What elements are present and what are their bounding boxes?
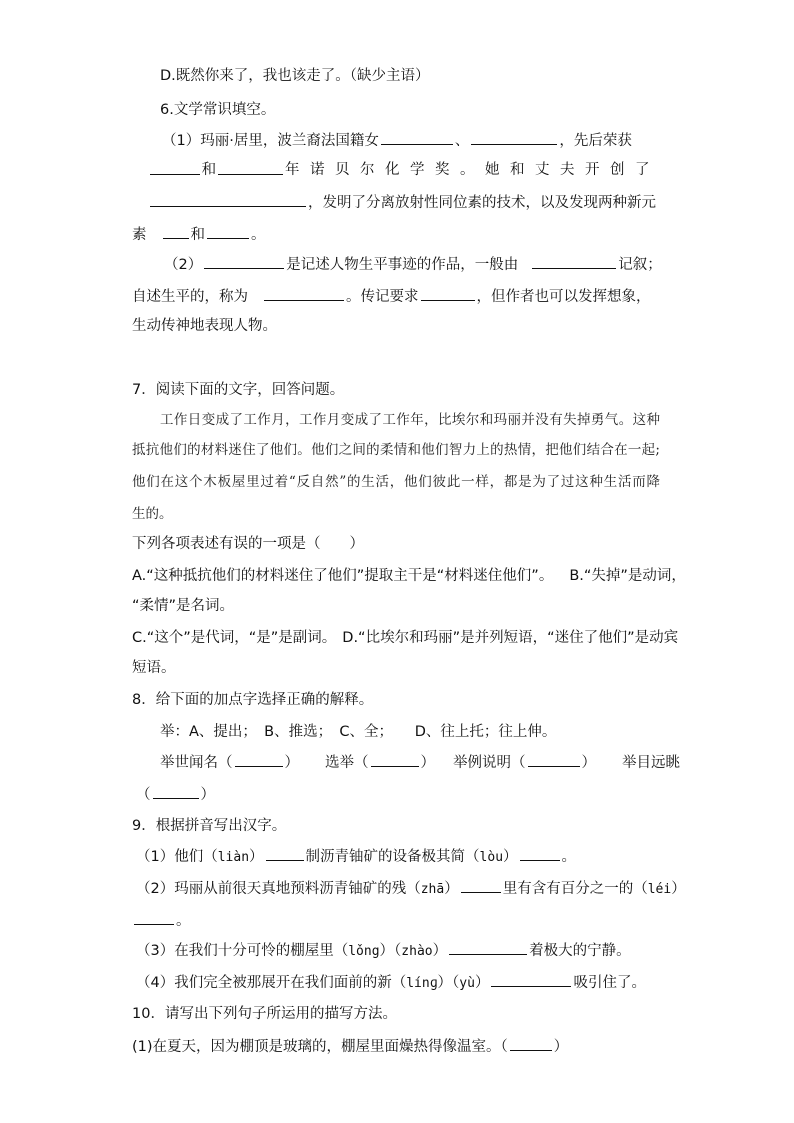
q10-text: ） [553,1039,569,1055]
answer-blank[interactable] [264,286,344,301]
q6-p1-line3 [148,192,656,213]
q9-text: ） [671,881,686,897]
q6-p1-text-d: ，发明了分离放射性同位素的技术，以及发现两种新元 [308,195,656,211]
pinyin: yù [459,976,475,991]
q9-text: 。 [561,849,577,865]
answer-blank[interactable] [218,160,283,175]
pinyin: línɡ [406,976,438,991]
answer-blank[interactable] [207,224,249,239]
answer-blank[interactable] [528,752,580,767]
q7-passage-line: 抵抗他们的材料迷住了他们。他们之间的柔情和他们智力上的热情，把他们结合在一起; [132,442,660,458]
q6-p1-sep: 、 [454,133,470,149]
pinyin: zhā [420,882,445,897]
q10-sentence-1 [132,1036,568,1057]
answer-blank[interactable] [461,878,501,893]
q6-p1-text-a: （1）玛丽·居里，波兰裔法国籍女 [162,133,379,149]
q9-line2-cont [132,910,191,931]
pinyin: lòu [479,850,504,865]
answer-blank[interactable] [150,192,306,207]
q7-passage-line: 他们在这个木板屋里过着“反自然”的生活，他们彼此一样，都是为了过这种生活而降 [132,474,660,490]
q7-passage-line: 生的。 [132,506,173,522]
q9-text: ）（ [437,975,460,991]
q6-p1-line1 [162,130,632,151]
q7-option-d[interactable]: D.“比埃尔和玛丽”是并列短语，“迷住了他们”是动宾 [342,630,679,646]
q7-option-b-cont: “柔情”是名词。 [132,598,235,614]
q6-p2-text-a: （2） [164,257,203,273]
q6-title: 6.文学常识填空。 [160,102,276,118]
answer-blank[interactable] [520,846,560,861]
q8-title: 8．给下面的加点字选择正确的解释。 [132,692,374,708]
q9-text: 里有含有百分之一的（ [502,881,648,897]
answer-blank[interactable] [381,130,453,145]
answer-blank[interactable] [471,130,557,145]
q6-p1-line2 [148,160,660,180]
q8-last-item [136,784,215,805]
q8-meanings: 举：A、提出； B、推选； C、全； D、往上托；往上伸。 [160,724,557,740]
q9-line1 [136,846,576,868]
q6-p2-text-e: 。传记要求 [346,289,419,305]
q7-option-c[interactable]: C.“这个”是代词，“是”是副词。 [132,630,337,646]
answer-blank[interactable] [235,752,283,767]
answer-blank[interactable] [266,846,304,861]
q9-text: ） [474,975,490,991]
q8-item-close: ） [200,787,215,803]
q10-title: 10．请写出下列句子所运用的描写方法。 [132,1006,397,1022]
q8-item-label: 选举（ [325,755,369,771]
q7-question: 下列各项表述有误的一项是（ ） [132,536,364,552]
q9-line2 [136,878,686,900]
q8-item-label: 举例说明（ [453,755,526,771]
q6-p1-text-b: ，先后荣获 [559,133,632,149]
pinyin: zhào [401,944,433,959]
q9-text: 着极大的宁静。 [529,943,631,959]
pinyin: léi [647,882,672,897]
answer-blank[interactable] [510,1036,552,1051]
q6-p1-and2: 和 [190,227,205,243]
q9-text: （4）我们完全被那展开在我们面前的新（ [136,975,407,991]
q9-text: ）（ [379,943,402,959]
q6-p1-end: 。 [251,227,266,243]
answer-blank[interactable] [371,752,419,767]
q7-option-a[interactable]: A.“这种抵抗他们的材料迷住了他们”提取主干是“材料迷住他们”。 [132,568,554,584]
q6-p2-text-d: 自述生平的，称为 [132,289,248,305]
answer-blank[interactable] [163,224,189,239]
q7-option-d-cont: 短语。 [132,660,176,676]
answer-blank[interactable] [134,910,174,925]
q9-text: ） [503,849,518,865]
q5-option-d: D.既然你来了，我也该走了。（缺少主语） [160,68,430,84]
q6-p1-and: 和 [201,162,217,178]
answer-blank[interactable] [150,160,200,175]
q6-p2-text-c: 记叙； [618,257,662,273]
answer-blank[interactable] [153,784,199,799]
pinyin: lǒng [348,944,380,959]
q9-text: 。 [176,913,191,929]
answer-blank[interactable] [204,254,284,269]
q9-text: ） [432,943,448,959]
q10-text: (1)在夏天，因为棚顶是玻璃的，棚屋里面燥热得像温室。（ [132,1039,508,1055]
q9-title: 9．根据拼音写出汉字。 [132,818,287,834]
q9-text: 制沥青铀矿的设备极其简（ [305,849,480,865]
answer-blank[interactable] [532,254,616,269]
q9-text: （3）在我们十分可怜的棚屋里（ [136,943,349,959]
q9-text: （1）他们（ [136,849,218,865]
q9-text: 吸引住了。 [573,975,646,991]
q7-options-line1 [132,566,686,586]
q8-item-close: ） [420,755,435,771]
q9-line3 [136,940,631,962]
q6-p2-text-b: 是记述人物生平事迹的作品，一般由 [286,257,519,273]
q7-passage-line: 工作日变成了工作月，工作月变成了工作年，比埃尔和玛丽并没有失掉勇气。这种 [160,412,660,428]
q8-item-close: ） [581,755,596,771]
q6-p2-line1 [164,254,662,275]
q7-option-b[interactable]: B.“失掉”是动词， [569,568,686,584]
q8-item-label: 举世闻名（ [160,755,233,771]
q9-text: ） [444,881,459,897]
q6-p1-text-c: 年诺贝尔化学奖。她和丈夫开创了 [285,162,660,178]
q9-text: ） [249,849,264,865]
pinyin: liàn [217,850,250,865]
answer-blank[interactable] [421,286,475,301]
q8-items-line [160,752,680,773]
q6-p2-line2 [132,286,651,307]
q6-p2-text-f: ，但作者也可以发挥想象， [476,289,651,305]
q8-item-open: （ [136,787,151,803]
q6-p2-line3: 生动传神地表现人物。 [132,318,277,334]
q6-p1-line4 [132,224,266,245]
q6-p1-text-e: 素 [132,227,147,243]
q8-item-close: ） [284,755,299,771]
q9-text: （2）玛丽从前很天真地预料沥青铀矿的残（ [136,881,421,897]
answer-blank[interactable] [491,972,571,987]
answer-blank[interactable] [449,940,527,955]
q7-options-line2 [132,628,678,648]
q8-item-label: 举目远眺 [622,755,680,771]
q9-line4 [136,972,646,994]
q7-title: 7．阅读下面的文字，回答问题。 [132,382,345,398]
